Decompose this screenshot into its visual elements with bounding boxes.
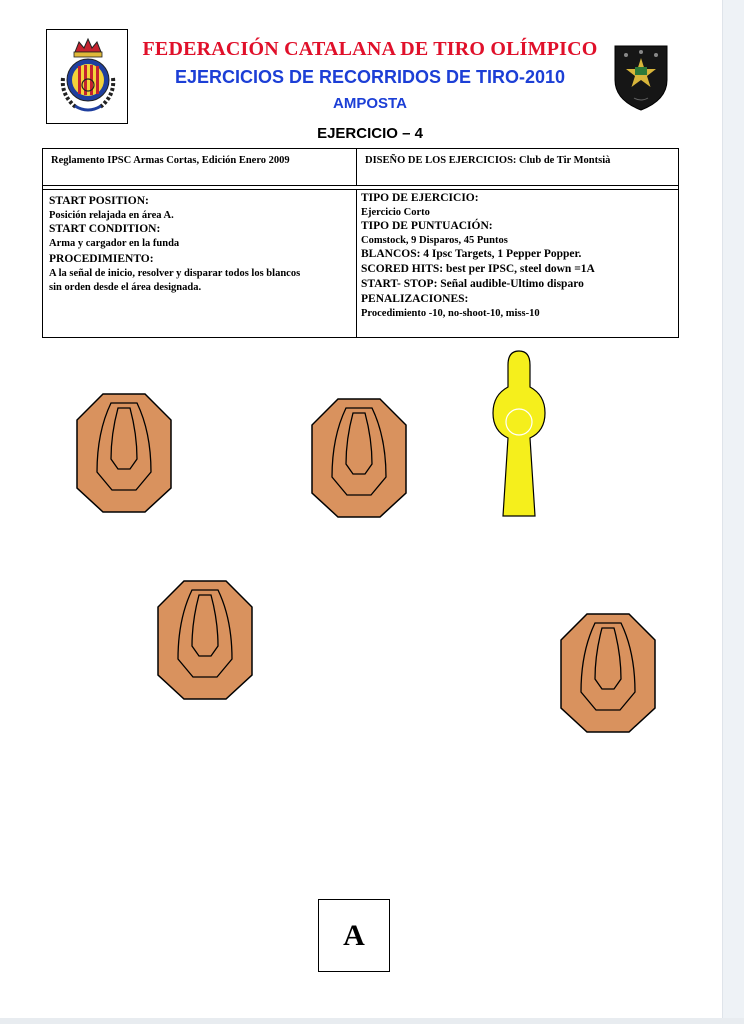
exercise-type-value: Ejercicio Corto xyxy=(361,207,430,218)
club-star-shield-icon xyxy=(612,42,670,112)
ipsc-target-4 xyxy=(561,614,655,732)
ipsc-target-1 xyxy=(77,394,171,512)
penalties-label: PENALIZACIONES: xyxy=(361,293,469,305)
regulation-text: Reglamento IPSC Armas Cortas, Edición Enero 2009 xyxy=(51,155,290,166)
stage-layout xyxy=(0,340,744,860)
start-condition-label: START CONDITION: xyxy=(49,223,161,235)
table-divider xyxy=(43,189,678,190)
exercise-type-label: TIPO DE EJERCICIO: xyxy=(361,192,479,204)
federation-logo-box xyxy=(46,29,128,124)
page-bottom-edge xyxy=(0,1018,744,1024)
table-divider xyxy=(356,149,357,186)
location-title: AMPOSTA xyxy=(333,95,407,112)
ipsc-target-2 xyxy=(312,399,406,517)
scoring-type-label: TIPO DE PUNTUACIÓN: xyxy=(361,220,493,232)
series-title: EJERCICIOS DE RECORRIDOS DE TIRO-2010 xyxy=(174,67,566,87)
shooting-area-box: A xyxy=(318,899,390,972)
start-position-label: START POSITION: xyxy=(49,195,149,207)
pepper-popper-target xyxy=(493,351,545,516)
table-divider xyxy=(43,185,678,186)
penalties-value: Procedimiento -10, no-shoot-10, miss-10 xyxy=(361,308,540,319)
start-stop-text: START- STOP: Señal audible-Ultimo disparo xyxy=(361,278,584,290)
targets-text: BLANCOS: 4 Ipsc Targets, 1 Pepper Popper. xyxy=(361,248,582,260)
procedure-line-2: sin orden desde el área designada. xyxy=(49,282,202,293)
federation-title: FEDERACIÓN CATALANA DE TIRO OLÍMPICO xyxy=(142,38,598,60)
design-credit-text: DISEÑO DE LOS EJERCICIOS: Club de Tir Montsià xyxy=(365,155,611,166)
procedure-line-1: A la señal de inicio, resolver y disparar todos los blancos xyxy=(49,268,301,279)
scoring-type-value: Comstock, 9 Disparos, 45 Puntos xyxy=(361,235,508,246)
federation-crest-icon xyxy=(47,30,129,125)
scored-hits-text: SCORED HITS: best per IPSC, steel down =1A xyxy=(361,263,595,275)
exercise-title: EJERCICIO – 4 xyxy=(317,125,423,142)
procedure-label: PROCEDIMIENTO: xyxy=(49,253,154,265)
ipsc-target-3 xyxy=(158,581,252,699)
start-position-value: Posición relajada en área A. xyxy=(49,210,174,221)
stage-info-table xyxy=(42,148,679,338)
table-divider xyxy=(356,189,357,337)
start-condition-value: Arma y cargador en la funda xyxy=(49,238,180,249)
